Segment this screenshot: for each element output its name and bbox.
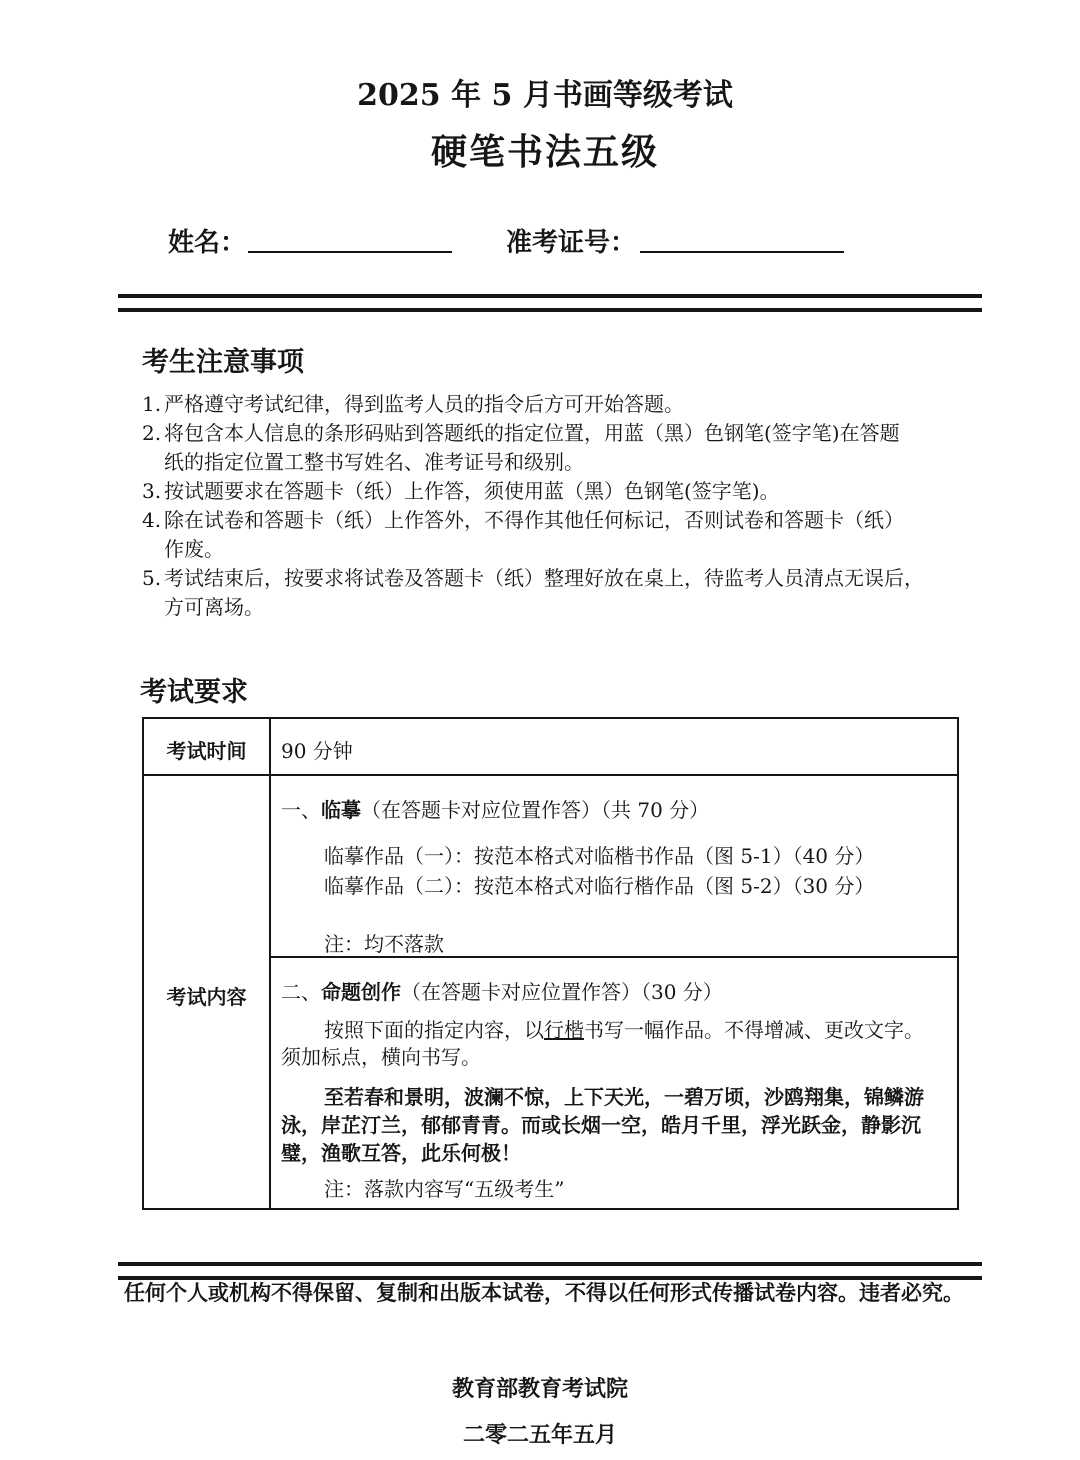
notice-item-number: 2. — [142, 421, 162, 445]
notice-item-text: 将包含本人信息的条形码贴到答题纸的指定位置，用蓝（黑）色钢笔(签字笔)在答题 — [164, 421, 900, 445]
part2-note: 注：落款内容写“五级考生” — [324, 1177, 565, 1201]
instruction-text-a: 按照下面的指定内容，以 — [324, 1018, 544, 1042]
part1-name: 临摹 — [321, 798, 361, 822]
notice-item-number: 1. — [142, 392, 162, 416]
notice-item-text: 考试结束后，按要求将试卷及答题卡（纸）整理好放在桌上，待监考人员清点无误后， — [164, 566, 924, 590]
part1-item-2: 临摹作品（二）：按范本格式对临行楷作品（图 5-2）（30 分） — [324, 874, 875, 898]
notice-list — [142, 390, 972, 622]
notice-item-2 — [142, 419, 972, 477]
exam-id-blank[interactable] — [640, 251, 844, 253]
issuer: 教育部教育考试院 — [451, 1376, 628, 1402]
part2-instruction-line-1 — [281, 1017, 951, 1044]
part1-note: 注：均不落款 — [324, 932, 444, 956]
exam-subtitle: 硬笔书法五级 — [430, 131, 659, 173]
part2-instructions — [281, 1017, 951, 1071]
exam-id-label: 准考证号： — [506, 228, 637, 258]
part1-prefix: 一、 — [281, 798, 321, 822]
notice-heading: 考生注意事项 — [142, 347, 304, 378]
name-label: 姓名： — [168, 228, 247, 258]
part2-detail: （在答题卡对应位置作答）（30 分） — [401, 980, 723, 1004]
time-value: 90 分钟 — [281, 739, 353, 763]
notice-item-text: 按试题要求在答题卡（纸）上作答，须使用蓝（黑）色钢笔(签字笔)。 — [164, 479, 780, 503]
instruction-text-b: 书写一幅作品。不得增减、更改文字。 — [584, 1018, 924, 1042]
part2-prefix: 二、 — [281, 980, 321, 1004]
notice-item-number: 3. — [142, 479, 162, 503]
notice-item-3 — [142, 477, 972, 506]
notice-item-text-cont: 作废。 — [164, 537, 224, 561]
part1-item-1: 临摹作品（一）：按范本格式对临楷书作品（图 5-1）（40 分） — [324, 844, 875, 868]
notice-item-4 — [142, 506, 972, 564]
notice-item-5 — [142, 564, 972, 622]
exam-title: 2025 年 5 月书画等级考试 — [357, 78, 733, 113]
copyright-notice: 任何个人或机构不得保留、复制和出版本试卷，不得以任何形式传播试卷内容。违者必究。 — [124, 1280, 964, 1305]
requirements-heading: 考试要求 — [140, 677, 248, 708]
requirements-table — [142, 717, 959, 1210]
table-row-divider — [144, 774, 957, 776]
poem-line-3: 璧，渔歌互答，此乐何极！ — [281, 1141, 521, 1165]
part2-instruction-line-2: 须加标点，横向书写。 — [281, 1045, 481, 1069]
poem-line-2: 泳，岸芷汀兰，郁郁青青。而或长烟一空，皓月千里，浮光跃金，静影沉 — [281, 1113, 921, 1137]
notice-item-text: 严格遵守考试纪律，得到监考人员的指令后方可开始答题。 — [164, 392, 684, 416]
part2-name: 命题创作 — [321, 980, 401, 1004]
issue-date: 二零二五年五月 — [462, 1422, 617, 1448]
poem-line-1: 至若春和景明，波澜不惊，上下天光，一碧万顷，沙鸥翔集，锦鳞游 — [324, 1085, 924, 1109]
notice-item-text-cont: 方可离场。 — [164, 595, 264, 619]
name-blank[interactable] — [248, 251, 452, 253]
header-double-rule — [118, 294, 982, 312]
time-label: 考试时间 — [166, 739, 247, 763]
notice-item-text-cont: 纸的指定位置工整书写姓名、准考证号和级别。 — [164, 450, 584, 474]
part1-detail: （在答题卡对应位置作答）（共 70 分） — [361, 798, 710, 822]
notice-item-text: 除在试卷和答题卡（纸）上作答外，不得作其他任何标记，否则试卷和答题卡（纸） — [164, 508, 904, 532]
notice-item-number: 4. — [142, 508, 162, 532]
instruction-script-style: 行楷 — [544, 1018, 584, 1042]
part2-heading — [281, 976, 723, 1005]
poem-text — [281, 1083, 956, 1167]
notice-item-number: 5. — [142, 566, 162, 590]
table-column-divider — [269, 719, 271, 1208]
content-label: 考试内容 — [166, 985, 247, 1009]
notice-item-1 — [142, 390, 972, 419]
part1-heading — [281, 794, 709, 823]
